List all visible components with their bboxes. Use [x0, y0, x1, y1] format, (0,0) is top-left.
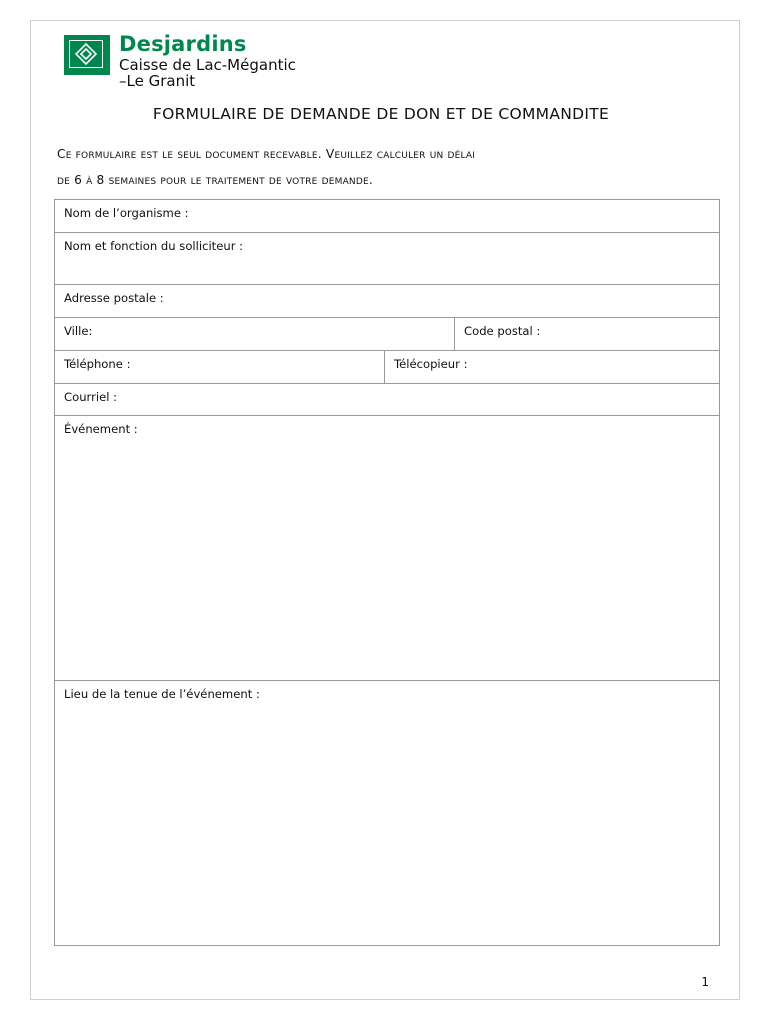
document-page — [30, 20, 740, 1000]
field-code-postal[interactable]: Code postal : — [454, 318, 719, 350]
form-title: FORMULAIRE DE DEMANDE DE DON ET DE COMMANDITE — [152, 105, 610, 123]
request-form — [54, 199, 720, 946]
row-adresse — [55, 285, 719, 318]
field-lieu[interactable]: Lieu de la tenue de l’événement : — [64, 687, 260, 701]
field-solliciteur[interactable]: Nom et fonction du solliciteur : — [64, 239, 244, 253]
page-number: 1 — [701, 975, 709, 989]
field-organisme[interactable]: Nom de l’organisme : — [64, 206, 189, 220]
field-courriel[interactable]: Courriel : — [64, 390, 118, 404]
brand-block — [119, 31, 296, 89]
brand-line2: –Le Granit — [119, 72, 196, 90]
row-lieu — [55, 681, 719, 945]
row-telephone — [55, 351, 719, 384]
brand-line1: Caisse de Lac-Mégantic — [119, 56, 296, 74]
field-adresse[interactable]: Adresse postale : — [64, 291, 164, 305]
intro-line1: Ce formulaire est le seul document recevable. Veuillez calculer un délai — [57, 147, 476, 161]
field-evenement[interactable]: Événement : — [64, 422, 138, 436]
row-organisme — [55, 200, 719, 233]
field-ville[interactable]: Ville: — [64, 324, 93, 338]
field-telephone[interactable]: Téléphone : — [64, 357, 131, 371]
row-ville — [55, 318, 719, 351]
field-telecopieur[interactable]: Télécopieur : — [384, 351, 719, 383]
brand-name: Desjardins — [119, 32, 247, 56]
intro-line2: de 6 à 8 semaines pour le traitement de votre demande. — [57, 173, 373, 187]
row-evenement — [55, 416, 719, 681]
intro-text — [57, 141, 717, 193]
desjardins-logo-icon — [64, 35, 110, 75]
row-solliciteur — [55, 233, 719, 285]
row-courriel — [55, 384, 719, 416]
